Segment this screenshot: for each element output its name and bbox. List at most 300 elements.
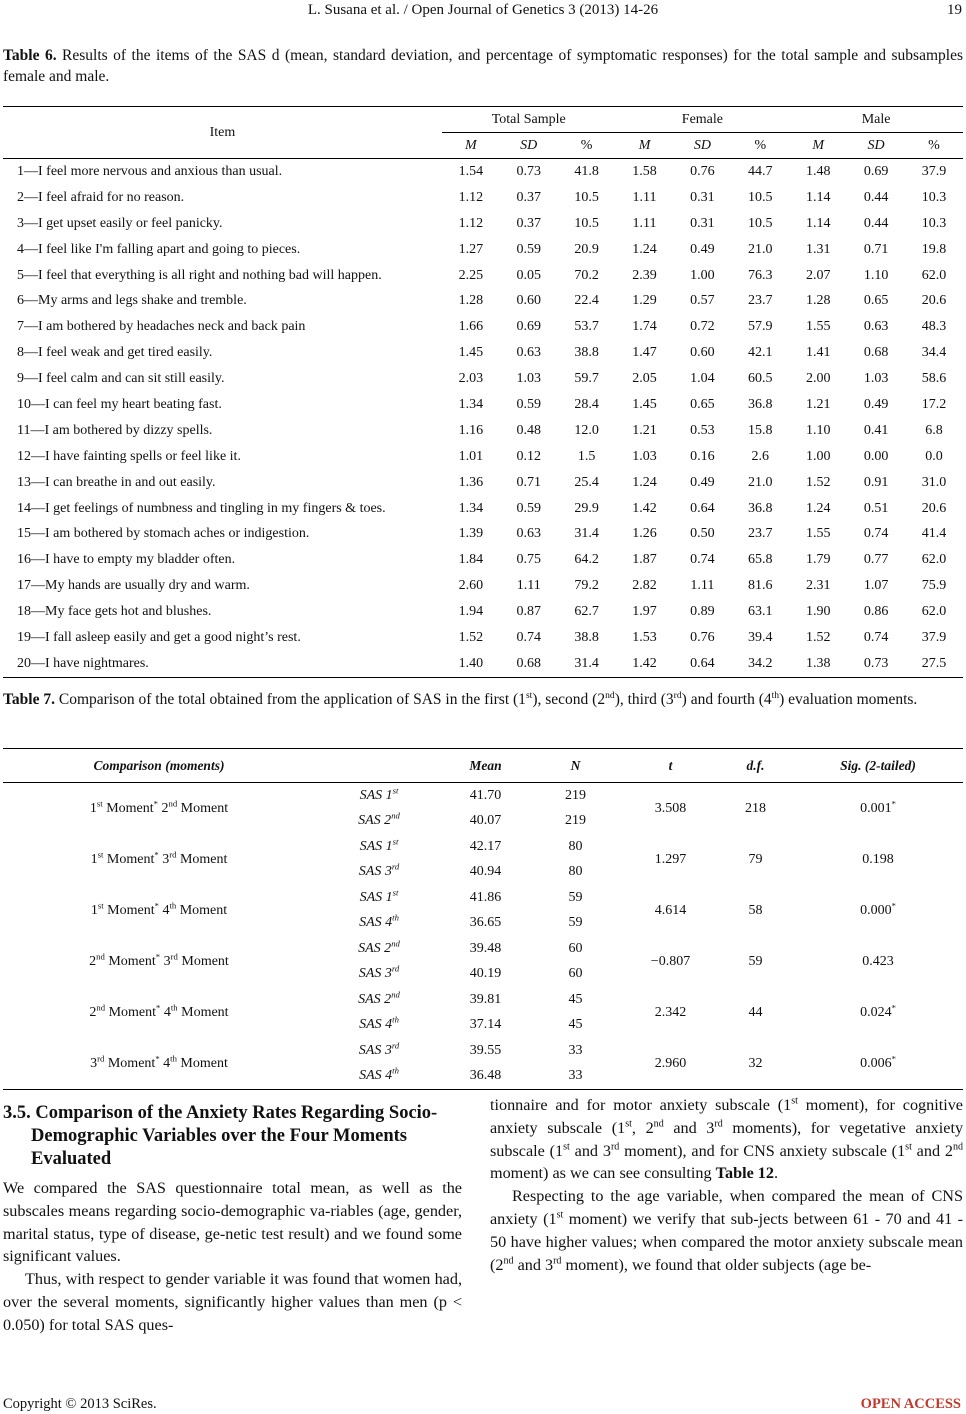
value-cell: 37.9	[921, 629, 947, 645]
table-7	[3, 748, 963, 1090]
table-row	[3, 987, 963, 1013]
column-header: Sig. (2-tailed)	[793, 749, 963, 783]
value-cell: 1.00	[805, 448, 831, 464]
value-cell: 1.03	[516, 371, 541, 387]
item-cell: 5—I feel that everything is all right and nothing bad will happen.	[17, 267, 382, 283]
superscript: st	[392, 836, 399, 847]
t-cell: 3.508	[654, 800, 687, 816]
value-cell: 0.68	[863, 345, 889, 361]
value-cell: 2.31	[805, 578, 831, 594]
t-cell: 1.297	[654, 851, 687, 867]
table-row	[3, 625, 963, 651]
value-cell: 1.52	[458, 629, 484, 645]
table-row	[3, 314, 963, 340]
value-cell: 79.2	[574, 578, 599, 594]
value-cell: 31.0	[921, 474, 947, 490]
superscript: th	[392, 1065, 399, 1076]
mean-cell: 40.07	[469, 813, 502, 829]
value-cell: 1.24	[805, 500, 831, 516]
superscript: nd	[391, 989, 400, 1000]
item-cell: 16—I have to empty my bladder often.	[17, 552, 236, 568]
sub-header: %	[731, 133, 789, 159]
value-cell: 1.28	[458, 293, 484, 309]
value-cell: 2.03	[458, 371, 484, 387]
value-cell: 0.69	[863, 163, 889, 179]
value-cell: 2.25	[458, 267, 484, 283]
value-cell: 0.74	[863, 526, 889, 542]
superscript: rd	[673, 689, 682, 701]
bold-ref: Table 12	[715, 1164, 774, 1183]
value-cell: 0.74	[690, 552, 715, 568]
value-cell: 36.8	[748, 396, 773, 412]
value-cell: 1.26	[632, 526, 657, 542]
superscript: *	[154, 899, 159, 910]
value-cell: 1.12	[458, 215, 484, 231]
value-cell: 31.4	[574, 526, 599, 542]
n-cell: 219	[565, 813, 586, 829]
value-cell: 1.34	[458, 396, 484, 412]
item-cell: 13—I can breathe in and out easily.	[17, 474, 216, 490]
value-cell: 1.34	[458, 500, 484, 516]
value-cell: 1.54	[458, 163, 484, 179]
t-cell: 2.342	[654, 1004, 687, 1020]
value-cell: 1.29	[632, 293, 657, 309]
superscript: st	[556, 1209, 564, 1221]
paragraph: Thus, with respect to gender variable it was found that women had, over the several moments, significantly higher values than men (p < 0.050) for total SAS ques-	[3, 1270, 462, 1334]
n-cell: 59	[568, 889, 583, 905]
value-cell: 0.89	[690, 604, 715, 620]
value-cell: 1.5	[577, 448, 596, 464]
sas-label: SAS 3rd	[358, 1040, 400, 1058]
comparison-cell: 1st Moment* 3rd Moment	[90, 848, 228, 867]
value-cell: 1.38	[789, 651, 847, 677]
superscript: *	[154, 848, 159, 859]
value-cell: 81.6	[748, 578, 773, 594]
sub-header: %	[905, 133, 963, 159]
mean-cell: 40.19	[469, 966, 502, 982]
value-cell: 1.28	[805, 293, 831, 309]
value-cell: 38.8	[574, 629, 599, 645]
value-cell: 27.5	[905, 651, 963, 677]
item-cell: 17—My hands are usually dry and warm.	[17, 578, 250, 594]
value-cell: 1.55	[805, 319, 831, 335]
mean-cell: 39.55	[469, 1042, 502, 1058]
value-cell: 0.41	[863, 422, 889, 438]
superscript: *	[153, 797, 158, 808]
value-cell: 1.14	[805, 215, 831, 231]
item-cell: 4—I feel like I'm falling apart and going to pieces.	[17, 241, 301, 257]
superscript: st	[96, 797, 103, 808]
sub-header: M	[789, 133, 847, 159]
value-cell: 0.76	[690, 163, 715, 179]
value-cell: 0.87	[516, 604, 541, 620]
value-cell: 1.27	[458, 241, 484, 257]
value-cell: 0.69	[516, 319, 541, 335]
sas-label: SAS 4th	[359, 912, 399, 931]
value-cell: 1.53	[632, 629, 657, 645]
table-row	[3, 366, 963, 392]
superscript: nd	[96, 1001, 106, 1012]
table-row	[3, 783, 963, 809]
item-cell: 8—I feel weak and get tired easily.	[17, 345, 213, 361]
n-cell: 60	[568, 966, 583, 982]
sas-label: SAS 2nd	[358, 938, 400, 956]
value-cell: 1.94	[458, 604, 484, 620]
value-cell: 0.59	[516, 396, 541, 412]
superscript: *	[155, 1052, 160, 1063]
n-cell: 60	[568, 940, 583, 956]
value-cell: 19.8	[921, 241, 947, 257]
paragraph: Respecting to the age variable, when compared the mean of CNS anxiety (1st moment) we verify that sub-jects between 61 - 70 and 41 - 50 have higher values; when compared the motor anxiety subscale mean (2nd and 3rd moment), we found that older subjects (age be-	[490, 1187, 963, 1274]
table-row	[3, 340, 963, 366]
superscript: st	[563, 1141, 570, 1153]
value-cell: 0.60	[516, 293, 541, 309]
value-cell: 1.42	[632, 500, 657, 516]
superscript: nd	[168, 797, 178, 808]
value-cell: 23.7	[748, 293, 773, 309]
df-cell: 32	[718, 1038, 793, 1090]
value-cell: 1.21	[805, 396, 831, 412]
value-cell: 31.4	[558, 651, 616, 677]
value-cell: 1.24	[632, 241, 657, 257]
value-cell: 1.04	[690, 371, 715, 387]
value-cell: 0.51	[863, 500, 889, 516]
superscript: nd	[605, 689, 615, 701]
mean-cell: 39.48	[469, 940, 502, 956]
column-header: Mean	[443, 749, 528, 783]
value-cell: 62.7	[574, 604, 599, 620]
superscript: nd	[96, 950, 105, 961]
table-row	[3, 885, 963, 911]
comparison-cell: 2nd Moment* 4th Moment	[89, 1001, 229, 1020]
value-cell: 0.05	[516, 267, 541, 283]
value-cell: 1.42	[616, 651, 674, 677]
value-cell: 62.0	[921, 267, 947, 283]
superscript: rd	[391, 963, 400, 974]
value-cell: 28.4	[574, 396, 599, 412]
value-cell: 0.57	[690, 293, 715, 309]
value-cell: 20.6	[921, 293, 947, 309]
value-cell: 0.75	[516, 552, 541, 568]
table-row	[3, 834, 963, 860]
t-cell: 2.960	[623, 1038, 718, 1090]
n-cell: 45	[568, 1017, 583, 1033]
item-cell: 2—I feel afraid for no reason.	[17, 189, 185, 205]
left-column	[3, 1102, 462, 1337]
value-cell: 0.64	[673, 651, 731, 677]
value-cell: 62.0	[921, 604, 947, 620]
sig-cell: 0.001*	[860, 797, 896, 816]
superscript: *	[891, 797, 896, 808]
table-row	[3, 573, 963, 599]
sub-header: M	[442, 133, 500, 159]
value-cell: 22.4	[574, 293, 599, 309]
value-cell: 58.6	[921, 371, 947, 387]
df-cell: 59	[748, 953, 763, 969]
bold-ref: Table 7.	[3, 691, 55, 708]
mean-cell: 39.81	[469, 991, 502, 1007]
value-cell: 0.77	[863, 552, 889, 568]
value-cell: 0.59	[516, 241, 541, 257]
value-cell: 1.45	[632, 396, 657, 412]
sas-label: SAS 2nd	[358, 989, 400, 1007]
value-cell: 1.10	[863, 267, 889, 283]
value-cell: 0.0	[925, 448, 943, 464]
value-cell: 1.97	[632, 604, 657, 620]
value-cell: 1.79	[805, 552, 831, 568]
value-cell: 0.50	[690, 526, 715, 542]
sub-header: M	[616, 133, 674, 159]
open-access-label: OPEN ACCESS	[860, 1396, 961, 1412]
superscript: nd	[391, 810, 400, 821]
sas-label: SAS 1st	[359, 836, 399, 854]
value-cell: 63.1	[748, 604, 773, 620]
sig-cell: 0.198	[862, 851, 894, 867]
value-cell: 36.8	[748, 500, 773, 516]
group-header: Female	[616, 107, 790, 133]
value-cell: 2.07	[805, 267, 831, 283]
n-cell: 45	[568, 991, 583, 1007]
value-cell: 6.8	[925, 422, 943, 438]
table7-caption: Table 7. Comparison of the total obtained from the application of SAS in the first (1st), second (2nd), third (3rd) and fourth (4th) evaluation moments.	[3, 689, 918, 708]
mean-cell: 36.48	[443, 1064, 528, 1090]
superscript: *	[155, 950, 161, 961]
value-cell: 12.0	[574, 422, 599, 438]
value-cell: 1.66	[458, 319, 484, 335]
running-title: L. Susana et al. / Open Journal of Genetics 3 (2013) 14-26	[307, 2, 659, 18]
value-cell: 1.11	[632, 215, 657, 231]
item-cell: 15—I am bothered by stomach aches or indigestion.	[17, 526, 310, 542]
comparison-cell: 2nd Moment* 3rd Moment	[89, 950, 229, 969]
value-cell: 57.9	[748, 319, 773, 335]
table-row	[3, 211, 963, 237]
mean-cell: 41.86	[469, 889, 502, 905]
value-cell: 0.72	[690, 319, 715, 335]
table-row	[3, 1038, 963, 1064]
value-cell: 41.4	[921, 526, 947, 542]
table-row	[3, 392, 963, 418]
value-cell: 64.2	[574, 552, 599, 568]
value-cell: 1.11	[516, 578, 541, 594]
value-cell: 0.37	[516, 215, 541, 231]
superscript: th	[392, 912, 399, 923]
value-cell: 0.73	[516, 163, 541, 179]
comparison-cell: 3rd Moment* 4th Moment	[3, 1038, 315, 1090]
superscript: st	[97, 848, 104, 859]
column-header	[315, 749, 443, 783]
value-cell: 1.40	[442, 651, 500, 677]
item-cell: 18—My face gets hot and blushes.	[17, 604, 212, 620]
value-cell: 23.7	[748, 526, 773, 542]
value-cell: 20.9	[574, 241, 599, 257]
table-6	[3, 106, 963, 678]
sig-cell: 0.423	[862, 953, 894, 969]
value-cell: 10.5	[748, 215, 773, 231]
value-cell: 0.31	[690, 189, 715, 205]
value-cell: 44.7	[748, 163, 773, 179]
value-cell: 0.60	[690, 345, 715, 361]
value-cell: 38.8	[574, 345, 599, 361]
value-cell: 0.65	[863, 293, 889, 309]
column-header: t	[623, 749, 718, 783]
value-cell: 48.3	[921, 319, 947, 335]
value-cell: 0.48	[516, 422, 541, 438]
table-row	[3, 936, 963, 962]
table-row	[3, 418, 963, 444]
superscript: st	[525, 689, 533, 701]
value-cell: 1.10	[805, 422, 831, 438]
value-cell: 0.16	[690, 448, 715, 464]
t-cell: −0.807	[650, 953, 691, 969]
value-cell: 20.6	[921, 500, 947, 516]
superscript: th	[392, 1014, 399, 1025]
item-cell: 19—I fall asleep easily and get a good night’s rest.	[17, 629, 301, 645]
value-cell: 1.48	[805, 163, 831, 179]
table-row	[3, 651, 963, 677]
n-cell: 33	[568, 1042, 583, 1058]
table6-caption	[3, 45, 963, 87]
superscript: st	[97, 899, 104, 910]
value-cell: 0.74	[516, 629, 541, 645]
superscript: *	[891, 1052, 896, 1063]
value-cell: 76.3	[748, 267, 773, 283]
value-cell: 1.14	[805, 189, 831, 205]
table-row	[3, 288, 963, 314]
value-cell: 0.00	[863, 448, 889, 464]
table-row	[3, 470, 963, 496]
value-cell: 39.4	[748, 629, 773, 645]
value-cell: 1.31	[805, 241, 831, 257]
value-cell: 60.5	[748, 371, 773, 387]
item-cell: 20—I have nightmares.	[3, 651, 442, 677]
value-cell: 0.49	[690, 474, 715, 490]
paragraph: tionnaire and for motor anxiety subscale (1st moment), for cognitive anxiety subscale (1st, 2nd and 3rd moments), for vegetative anxiety subscale (1st and 3rd moment), and for CNS anxiety subscale (1st and 2nd moment) as we can see consulting Table 12.	[490, 1095, 964, 1183]
table-row	[3, 599, 963, 625]
superscript: st	[625, 1118, 632, 1130]
mean-cell: 37.14	[469, 1017, 502, 1033]
item-cell: 7—I am bothered by headaches neck and back pain	[17, 319, 306, 335]
value-cell: 34.4	[921, 345, 947, 361]
table6-caption-text: Results of the items of the SAS d (mean, standard deviation, and percentage of symptomatic responses) for the total sample and subsamples female and male.	[3, 47, 963, 85]
value-cell: 10.5	[748, 189, 773, 205]
value-cell: 1.11	[690, 578, 715, 594]
superscript: rd	[553, 1255, 562, 1267]
value-cell: 34.2	[731, 651, 789, 677]
value-cell: 65.8	[748, 552, 773, 568]
table-row	[3, 237, 963, 263]
sig-cell: 0.024*	[860, 1001, 896, 1020]
table-row	[3, 263, 963, 289]
value-cell: 1.47	[632, 345, 657, 361]
superscript: rd	[97, 1052, 105, 1063]
table-row	[3, 521, 963, 547]
value-cell: 1.24	[632, 474, 657, 490]
value-cell: 29.9	[574, 500, 599, 516]
mean-cell: 42.17	[469, 838, 502, 854]
superscript: rd	[714, 1118, 723, 1130]
item-cell: 14—I get feelings of numbness and tingling in my fingers & toes.	[17, 500, 386, 516]
value-cell: 62.0	[921, 552, 947, 568]
sig-cell: 0.000*	[860, 899, 896, 918]
superscript: *	[156, 1001, 161, 1012]
superscript: rd	[610, 1141, 620, 1153]
table6-label: Table 6.	[3, 47, 57, 64]
value-cell: 21.0	[748, 474, 773, 490]
n-cell: 80	[568, 864, 583, 880]
value-cell: 0.71	[516, 474, 541, 490]
superscript: th	[170, 1052, 177, 1063]
n-cell: 33	[528, 1064, 623, 1090]
value-cell: 1.07	[863, 578, 889, 594]
footer	[3, 1396, 963, 1413]
table-row	[3, 444, 963, 470]
value-cell: 0.44	[863, 215, 889, 231]
t-cell: 4.614	[654, 902, 687, 918]
value-cell: 37.9	[921, 163, 947, 179]
value-cell: 42.1	[748, 345, 773, 361]
item-cell: 10—I can feel my heart beating fast.	[17, 396, 222, 412]
value-cell: 75.9	[921, 578, 947, 594]
superscript: st	[392, 887, 399, 898]
value-cell: 0.64	[690, 500, 715, 516]
superscript: th	[169, 899, 177, 910]
value-cell: 0.49	[690, 241, 715, 257]
superscript: rd	[391, 861, 400, 872]
value-cell: 25.4	[574, 474, 599, 490]
n-cell: 219	[565, 787, 586, 803]
table-row	[3, 496, 963, 522]
value-cell: 1.36	[458, 474, 484, 490]
superscript: *	[891, 899, 896, 910]
sas-label: SAS 1st	[359, 785, 399, 803]
superscript: nd	[503, 1255, 514, 1267]
value-cell: 0.68	[500, 651, 558, 677]
value-cell: 1.39	[458, 526, 484, 542]
superscript: st	[791, 1095, 798, 1107]
value-cell: 1.12	[458, 189, 484, 205]
sas-label: SAS 3rd	[358, 861, 400, 880]
value-cell: 15.8	[748, 422, 773, 438]
sub-header: SD	[673, 133, 731, 159]
value-cell: 1.03	[632, 448, 657, 464]
superscript: nd	[391, 938, 400, 949]
item-cell: 9—I feel calm and can sit still easily.	[17, 371, 225, 387]
value-cell: 0.71	[863, 241, 889, 257]
df-cell: 79	[748, 851, 763, 867]
value-cell: 21.0	[748, 241, 773, 257]
comparison-cell: 1st Moment* 4th Moment	[90, 899, 228, 918]
value-cell: 1.52	[805, 474, 831, 490]
item-cell: 11—I am bothered by dizzy spells.	[17, 422, 213, 438]
value-cell: 1.74	[632, 319, 657, 335]
value-cell: 2.39	[632, 267, 657, 283]
value-cell: 0.65	[690, 396, 715, 412]
table-row	[3, 185, 963, 211]
value-cell: 1.00	[690, 267, 715, 283]
value-cell: 0.76	[690, 629, 715, 645]
value-cell: 0.73	[847, 651, 905, 677]
value-cell: 10.3	[921, 189, 947, 205]
df-cell: 58	[748, 902, 763, 918]
superscript: th	[771, 689, 780, 701]
item-cell: 12—I have fainting spells or feel like it.	[17, 448, 241, 464]
value-cell: 1.41	[805, 345, 831, 361]
value-cell: 41.8	[574, 163, 599, 179]
item-cell: 1—I feel more nervous and anxious than usual.	[17, 163, 283, 179]
item-header: Item	[3, 107, 442, 159]
value-cell: 0.31	[690, 215, 715, 231]
value-cell: 1.45	[458, 345, 484, 361]
